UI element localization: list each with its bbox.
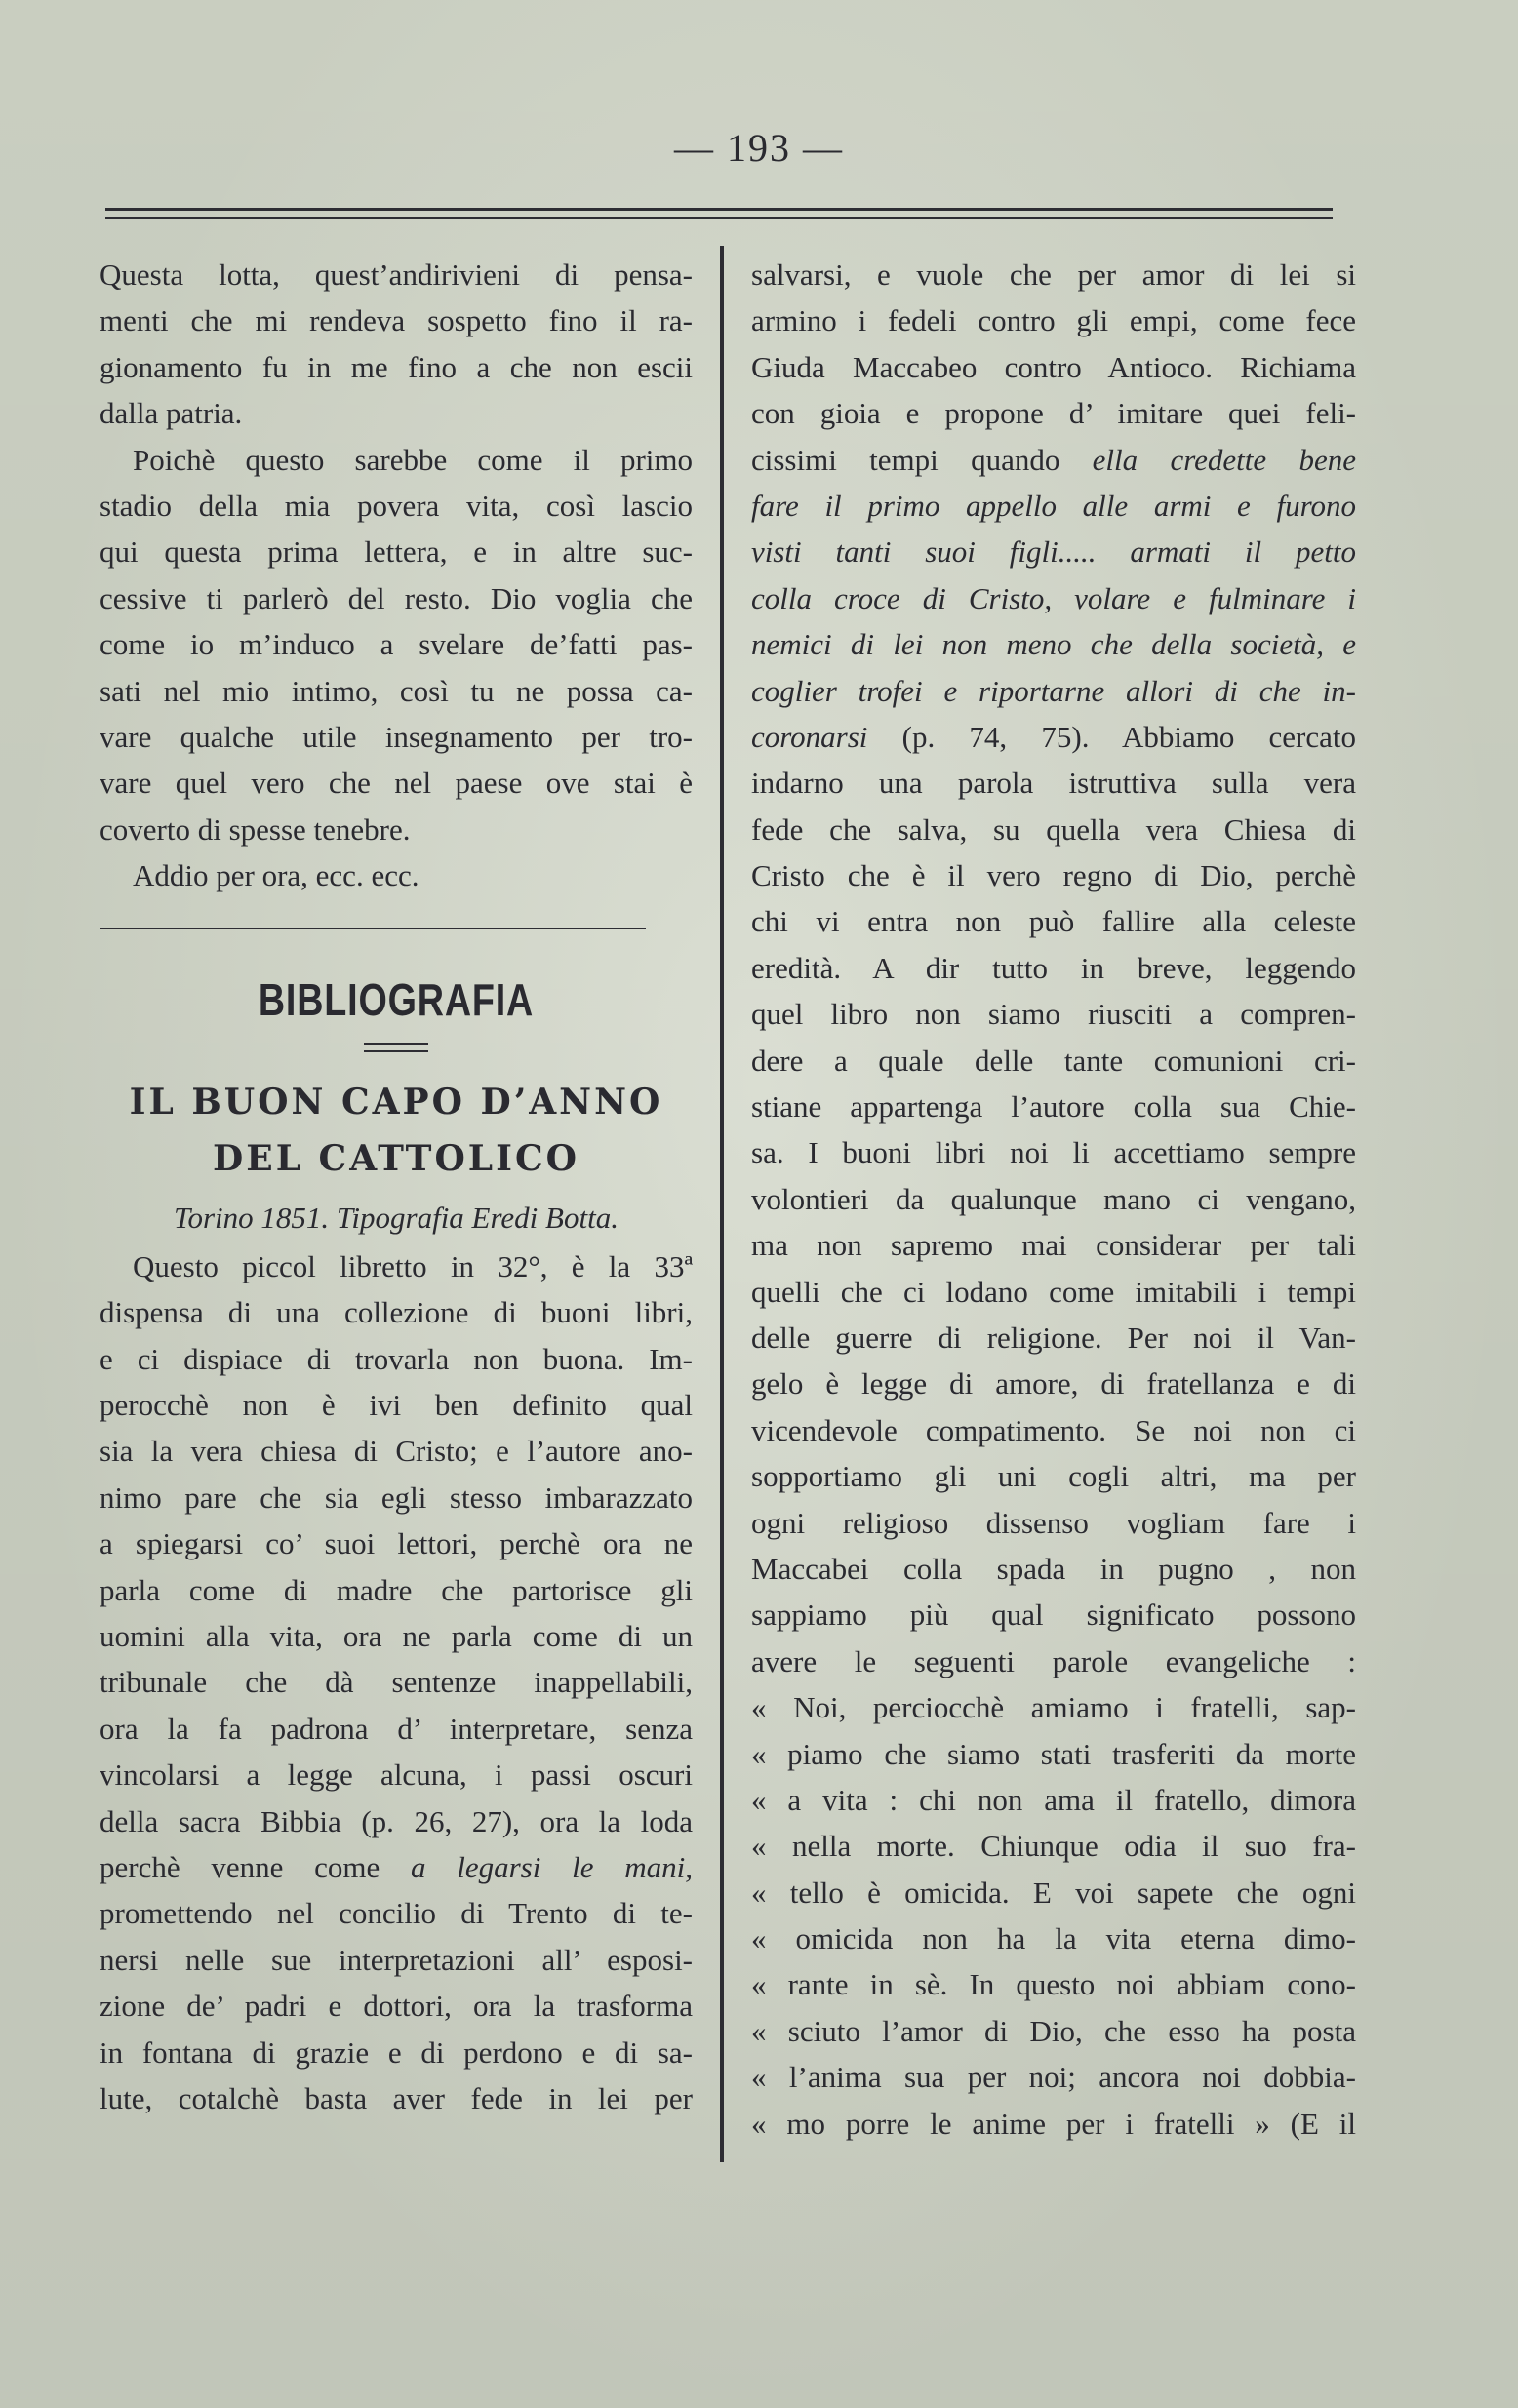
article-title-line-2: DEL CATTOLICO bbox=[213, 1138, 579, 1180]
text-line: « rante in sè. In questo noi abbiam cono- bbox=[751, 1967, 1356, 2002]
text-line: coverto di spesse tenebre. bbox=[100, 811, 411, 847]
text-line: indarno una parola istruttiva sulla vera bbox=[751, 766, 1356, 801]
text-line: zione de’ padri e dottori, ora la trasforma bbox=[100, 1989, 693, 2024]
text-line: delle guerre di religione. Per noi il Van- bbox=[751, 1320, 1356, 1355]
header-rule bbox=[105, 208, 1333, 211]
text-line: quelli che ci lodano come imitabili i tempi bbox=[751, 1274, 1356, 1309]
text-line: dispensa di una collezione di buoni libri, bbox=[100, 1295, 693, 1330]
text-line: Questo piccol libretto in 32°, è la 33ª bbox=[133, 1248, 693, 1283]
text-line: parla come di madre che partorisce gli bbox=[100, 1572, 693, 1607]
text-line: eredità. A dir tutto in breve, leggendo bbox=[751, 950, 1356, 985]
text-line: in fontana di grazie e di perdono e di sa- bbox=[100, 2034, 693, 2070]
text-line: sappiamo più qual significato possono bbox=[751, 1598, 1356, 1633]
paragraph-3b bbox=[100, 1890, 693, 2121]
right-line-5 bbox=[751, 437, 1356, 483]
paragraph-3 bbox=[100, 1243, 693, 1844]
text-line: fare il primo appello alle armi e furono bbox=[751, 488, 1356, 523]
text-line: ora la fa padrona d’ interpretare, senza bbox=[100, 1711, 693, 1746]
text-line: « sciuto l’amor di Dio, che esso ha posta bbox=[751, 2013, 1356, 2048]
text-line: perocchè non è ivi ben definito qual bbox=[100, 1388, 693, 1423]
text-line: sa. I buoni libri noi li accettiamo sempre bbox=[751, 1135, 1356, 1170]
text-line: dalla patria. bbox=[100, 396, 243, 431]
text-line: nersi nelle sue interpretazioni all’ esposi- bbox=[100, 1942, 693, 1977]
text-line: dere a quale delle tante comunioni cri- bbox=[751, 1043, 1356, 1078]
text-line: sati nel mio intimo, così tu ne possa ca- bbox=[100, 673, 693, 708]
right-lines-a bbox=[751, 252, 1356, 437]
text-line: « l’anima sua per noi; ancora noi dobbia- bbox=[751, 2060, 1356, 2095]
text-line: Cristo che è il vero regno di Dio, perchè bbox=[751, 858, 1356, 893]
text-line: stiane appartenga l’autore colla sua Chie- bbox=[751, 1089, 1356, 1125]
imprint-place: Torino 1851. bbox=[174, 1201, 330, 1236]
text-line: « a vita : chi non ama il fratello, dimora bbox=[751, 1782, 1356, 1817]
text-line: e ci dispiace di trovarla non buona. Im- bbox=[100, 1341, 693, 1376]
text-line: sia la vera chiesa di Cristo; e l’autore ano- bbox=[100, 1434, 693, 1469]
text-line: Questa lotta, quest’andirivieni di pensa- bbox=[100, 257, 693, 292]
text-line: con gioia e propone d’ imitare quei feli- bbox=[751, 396, 1356, 431]
text-line: ma non sapremo mai considerar per tali bbox=[751, 1228, 1356, 1263]
text-line: quel libro non siamo riusciti a compren- bbox=[751, 997, 1356, 1032]
section-title: BIBLIOGRAFIA bbox=[258, 974, 535, 1026]
text-line: uomini alla vita, ora ne parla come di un bbox=[100, 1619, 693, 1653]
text-line: della sacra Bibbia (p. 26, 27), ora la loda bbox=[100, 1803, 693, 1838]
text-line: volontieri da qualunque mano ci vengano, bbox=[751, 1181, 1356, 1216]
text-line: vare qualche utile insegnamento per tro- bbox=[100, 719, 693, 754]
text-line: Poichè questo sarebbe come il primo bbox=[133, 442, 693, 477]
right-line-5-start: cissimi tempi quando bbox=[751, 442, 1093, 477]
text-line: « nella morte. Chiunque odia il suo fra- bbox=[751, 1829, 1356, 1864]
text-line: fede che salva, su quella vera Chiesa di bbox=[751, 811, 1356, 847]
p3-line-italic: a legarsi le mani, bbox=[411, 1849, 693, 1884]
text-line: nimo pare che sia egli stesso imbarazzato bbox=[100, 1480, 693, 1515]
text-line: vicendevole compatimento. Se noi non ci bbox=[751, 1412, 1356, 1447]
right-line-5-italic: ella credette bene bbox=[1092, 442, 1356, 477]
column-divider bbox=[720, 246, 724, 2162]
text-line: avere le seguenti parole evangeliche : bbox=[751, 1643, 1356, 1678]
text-line: « omicida non ha la vita eterna dimo- bbox=[751, 1921, 1356, 1956]
text-line: « tello è omicida. E voi sapete che ogni bbox=[751, 1875, 1356, 1910]
p3-line-start: perchè venne come bbox=[100, 1849, 411, 1884]
text-line: chi vi entra non può fallire alla celeste bbox=[751, 904, 1356, 939]
text-line: ogni religioso dissenso vogliam fare i bbox=[751, 1505, 1356, 1540]
text-line: menti che mi rendeva sospetto fino il ra- bbox=[100, 303, 693, 338]
text-line: come io m’induco a svelare de’fatti pas- bbox=[100, 627, 693, 662]
text-line: gelo è legge di amore, di fratellanza e di bbox=[751, 1366, 1356, 1401]
paragraph-2 bbox=[100, 437, 693, 853]
right-line-11-rest: (p. 74, 75). Abbiamo cercato bbox=[867, 719, 1356, 754]
left-column bbox=[100, 252, 693, 2121]
text-line: coglier trofei e riportarne allori di che in- bbox=[751, 673, 1356, 708]
text-line: Maccabei colla spada in pugno , non bbox=[751, 1551, 1356, 1586]
right-lines-b bbox=[751, 760, 1356, 2147]
text-line: promettendo nel concilio di Trento di te- bbox=[100, 1896, 693, 1931]
text-line: nemici di lei non meno che della società, e bbox=[751, 627, 1356, 662]
text-line: gionamento fu in me fino a che non escii bbox=[100, 349, 693, 384]
text-line: a spiegarsi co’ suoi lettori, perchè ora ne bbox=[100, 1526, 693, 1561]
text-line: colla croce di Cristo, volare e fulminare i bbox=[751, 580, 1356, 615]
right-line-11-italic: coronarsi bbox=[751, 719, 868, 754]
imprint bbox=[100, 1195, 693, 1241]
text-line: qui questa prima lettera, e in altre suc- bbox=[100, 534, 693, 570]
text-line: visti tanti suoi figli..... armati il petto bbox=[751, 534, 1356, 570]
text-line: lute, cotalchè basta aver fede in lei per bbox=[100, 2080, 693, 2115]
text-line: sopportiamo gli uni cogli altri, ma per bbox=[751, 1459, 1356, 1494]
article-title-line-1: IL BUON CAPO D’ANNO bbox=[129, 1082, 663, 1124]
section-separator bbox=[100, 928, 646, 929]
right-line-11 bbox=[751, 714, 1356, 760]
text-line: vare quel vero che nel paese ove stai è bbox=[100, 766, 693, 801]
text-line: « piamo che siamo stati trasferiti da morte bbox=[751, 1736, 1356, 1771]
text-line: tribunale che dà sentenze inappellabili, bbox=[100, 1665, 693, 1700]
text-line: stadio della mia povera vita, così lascio bbox=[100, 488, 693, 523]
text-line: armino i fedeli contro gli empi, come fece bbox=[751, 303, 1356, 338]
paragraph-3-line-italic bbox=[100, 1844, 693, 1890]
right-column bbox=[751, 252, 1356, 2147]
paragraph-1 bbox=[100, 252, 693, 437]
header-rule-secondary bbox=[105, 217, 1333, 219]
page-number: — 193 — bbox=[674, 126, 844, 170]
imprint-publisher: Tipografia Eredi Botta. bbox=[336, 1201, 619, 1236]
text-line: « Noi, perciocchè amiamo i fratelli, sap- bbox=[751, 1690, 1356, 1725]
closing-line: Addio per ora, ecc. ecc. bbox=[133, 858, 419, 893]
italic-quote bbox=[751, 483, 1356, 714]
text-line: vincolarsi a legge alcuna, i passi oscuri bbox=[100, 1757, 693, 1793]
text-line: « mo porre le anime per i fratelli » (E il bbox=[751, 2106, 1356, 2141]
text-line: Giuda Maccabeo contro Antioco. Richiama bbox=[751, 349, 1356, 384]
text-line: salvarsi, e vuole che per amor di lei si bbox=[751, 257, 1356, 292]
text-line: cessive ti parlerò del resto. Dio voglia che bbox=[100, 580, 693, 615]
title-double-rule bbox=[364, 1043, 428, 1052]
